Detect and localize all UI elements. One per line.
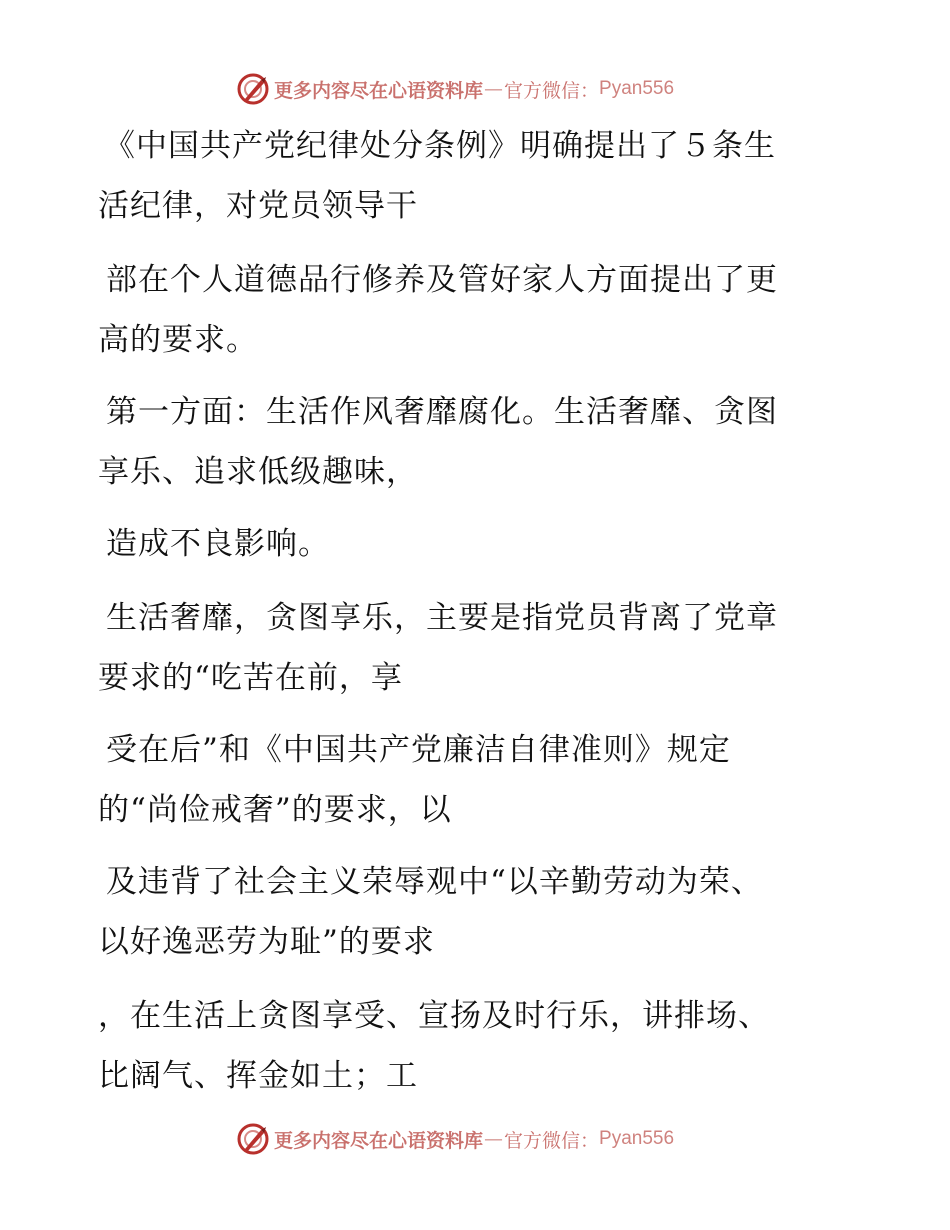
body-line: 受在后”和《中国共产党廉洁自律准则》规定 [106,732,731,768]
body-line: 及违背了社会主义荣辱观中“以辛勤劳动为荣、 [106,864,763,900]
banner-wechat-label: 官方微信： [504,1129,600,1152]
banner-main-text: 更多内容尽在心语资料库 [274,1129,484,1152]
body-line: 活纪律，对党员领导干 [98,188,418,224]
body-line: 高的要求。 [98,322,258,358]
banner-separator: — [484,78,504,100]
body-line: 《中国共产党纪律处分条例》明确提出了５条生 [104,128,776,164]
body-line: 以好逸恶劳为耻”的要求 [98,924,435,960]
body-line: 的“尚俭戒奢”的要求，以 [98,792,452,828]
body-line: 要求的“吃苦在前，享 [98,660,403,696]
banner-wechat-label: 官方微信： [504,79,600,102]
body-line: 生活奢靡，贪图享乐，主要是指党员背离了党章 [106,600,778,636]
body-line: 第一方面：生活作风奢靡腐化。生活奢靡、贪图 [106,394,778,430]
header-banner [236,72,674,106]
logo-icon [236,1122,270,1156]
logo-icon [236,72,270,106]
body-line: 部在个人道德品行修养及管好家人方面提出了更 [106,262,778,298]
banner-account: Pyan556 [599,1128,675,1149]
banner-account: Pyan556 [599,78,675,99]
body-line: 造成不良影响。 [106,526,330,562]
body-line: 比阔气、挥金如土；工 [98,1058,418,1094]
footer-banner [236,1122,674,1156]
body-line: ，在生活上贪图享受、宣扬及时行乐，讲排场、 [98,998,770,1034]
banner-separator: — [484,1128,504,1150]
body-line: 享乐、追求低级趣味， [98,454,418,490]
banner-main-text: 更多内容尽在心语资料库 [274,79,484,102]
